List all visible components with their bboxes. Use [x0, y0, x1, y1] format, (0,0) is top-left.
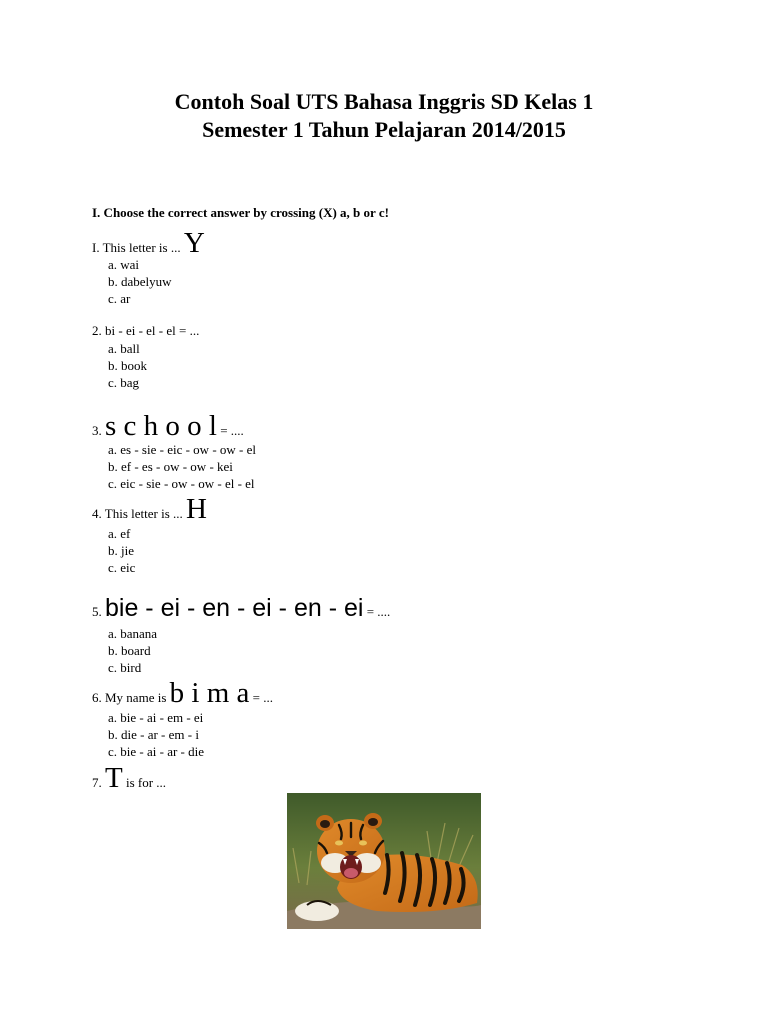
question-1-prefix: I. This letter is ...	[92, 240, 184, 255]
option: a. es - sie - eic - ow - ow - el	[108, 442, 256, 457]
question-6-suffix: = ...	[249, 690, 273, 705]
question-6	[92, 677, 273, 710]
question-4-letter: H	[186, 493, 207, 525]
question-1-options	[108, 256, 172, 307]
option: c. eic - sie - ow - ow - el - el	[108, 476, 255, 491]
instruction-text: I. Choose the correct answer by crossing (X) a, b or c!	[92, 205, 389, 220]
option: c. bird	[108, 660, 142, 675]
question-5-suffix: = ....	[363, 604, 391, 619]
question-7-prefix: 7.	[92, 775, 105, 790]
question-4-prefix: 4. This letter is ...	[92, 506, 187, 521]
question-3	[92, 410, 244, 443]
option: b. board	[108, 643, 151, 658]
option: b. die - ar - em - i	[108, 727, 199, 742]
question-6-name: b i m a	[169, 677, 250, 709]
question-2	[92, 323, 199, 339]
option: a. wai	[108, 257, 140, 272]
option: c. ar	[108, 291, 131, 306]
tiger-image	[287, 793, 481, 929]
question-3-suffix: = ....	[216, 423, 244, 438]
question-5	[92, 594, 390, 623]
option: a. bie - ai - em - ei	[108, 710, 204, 725]
option: c. eic	[108, 560, 136, 575]
question-3-word: s c h o o l	[105, 410, 217, 442]
page-title	[0, 88, 768, 144]
question-3-prefix: 3.	[92, 423, 105, 438]
question-2-options	[108, 340, 147, 391]
option: b. ef - es - ow - ow - kei	[108, 459, 233, 474]
question-3-options	[108, 441, 256, 492]
question-7	[92, 762, 166, 795]
question-4	[92, 493, 207, 526]
question-5-spelling: bie - ei - en - ei - en - ei	[105, 594, 364, 622]
question-6-prefix: 6. My name is	[92, 690, 170, 705]
question-1-letter: Y	[183, 227, 205, 259]
question-4-options	[108, 525, 135, 576]
question-5-options	[108, 625, 157, 676]
title-line-2: Semester 1 Tahun Pelajaran 2014/2015	[202, 117, 566, 142]
option: c. bag	[108, 375, 140, 390]
option: a. ef	[108, 526, 131, 541]
question-6-options	[108, 709, 204, 760]
option: b. jie	[108, 543, 134, 558]
title-line-1: Contoh Soal UTS Bahasa Inggris SD Kelas 1	[174, 89, 594, 114]
option: b. dabelyuw	[108, 274, 172, 289]
option: c. bie - ai - ar - die	[108, 744, 205, 759]
question-7-letter: T	[105, 762, 123, 794]
option: a. banana	[108, 626, 158, 641]
question-5-prefix: 5.	[92, 604, 105, 619]
option: a. ball	[108, 341, 140, 356]
question-7-suffix: is for ...	[122, 775, 167, 790]
option: b. book	[108, 358, 147, 373]
question-2-prefix: 2. bi - ei - el - el = ...	[92, 323, 200, 338]
